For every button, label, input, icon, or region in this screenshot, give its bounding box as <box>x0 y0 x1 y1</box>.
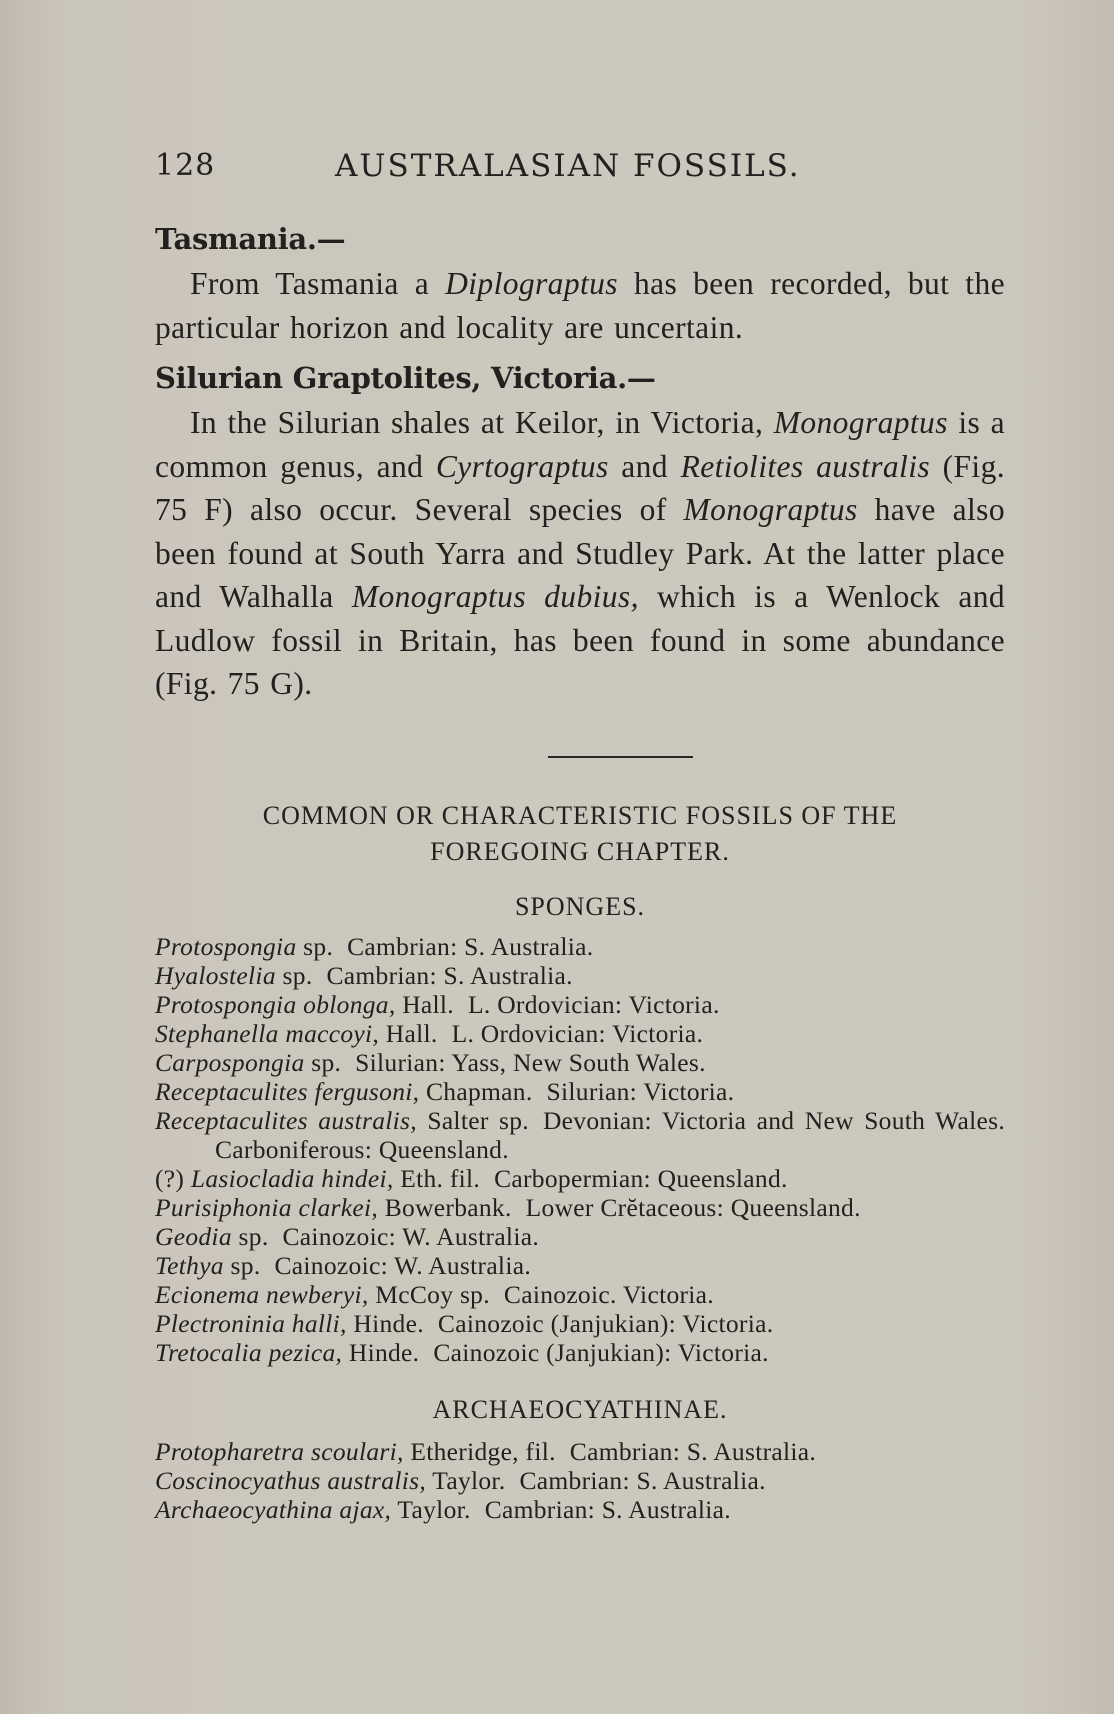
taxon-name: Cyrtograptus <box>435 448 609 484</box>
entry-prefix: (?) <box>155 1163 191 1193</box>
fossil-list <box>155 1437 1005 1524</box>
fossil-entry <box>155 1495 1005 1524</box>
book-page <box>155 140 1005 1524</box>
fossil-entry <box>155 1222 1005 1251</box>
species-name: Protopharetra scoulari, <box>155 1436 404 1466</box>
geologic-range: L. Ordovician: Victoria. <box>451 1018 704 1048</box>
fossil-entry <box>155 961 1005 990</box>
species-name: Receptaculites australis, <box>155 1105 417 1135</box>
species-author: McCoy sp. <box>368 1279 490 1309</box>
text-run: which is a Wenlock and Ludlow fossil in Britain, has been found in some abundance (Fig. 75 G). <box>155 579 1005 701</box>
geologic-range: Cambrian: S. Australia. <box>326 960 573 990</box>
fossil-entry <box>155 1193 1005 1222</box>
page-title: AUSTRALASIAN FOSSILS. <box>335 148 801 184</box>
species-author: Hinde. <box>342 1337 420 1367</box>
species-name: Hyalostelia <box>155 960 276 990</box>
species-author: Chapman. <box>419 1076 533 1106</box>
geologic-range: Cainozoic: W. Australia. <box>282 1221 539 1251</box>
fossil-entry <box>155 1338 1005 1367</box>
fossil-entry <box>155 990 1005 1019</box>
text-run: (Fig. 75 F) also occur. Several species of <box>155 448 1005 527</box>
species-name: Protospongia oblonga, <box>155 989 396 1019</box>
species-author: Salter sp. <box>416 1105 529 1135</box>
fossil-entry <box>155 1077 1005 1106</box>
text-run: From Tasmania a <box>190 266 446 301</box>
geologic-range: Cambrian: S. Australia. <box>484 1494 731 1524</box>
species-name: Receptaculites fergusoni, <box>155 1076 420 1106</box>
running-head <box>155 140 1005 190</box>
taxon-name: Retiolites australis <box>680 448 931 484</box>
species-name: Purisiphonia clarkei, <box>155 1192 379 1222</box>
fossil-entry <box>155 1280 1005 1309</box>
section-heading: Silurian Graptolites, Victoria.— <box>155 361 656 395</box>
species-author: sp. <box>231 1221 269 1251</box>
fossil-group-title: SPONGES. <box>514 891 646 921</box>
fossil-entry <box>155 1164 1005 1193</box>
species-author: Taylor. <box>391 1494 471 1524</box>
fossil-list-heading-line: FOREGOING CHAPTER. <box>430 836 730 866</box>
taxon-name: Monograptus <box>773 405 948 440</box>
fossil-entry <box>155 1019 1005 1048</box>
species-name: Plectroninia halli, <box>155 1308 347 1338</box>
species-name: Ecionema newberyi, <box>155 1279 369 1309</box>
species-author: sp. <box>296 931 334 961</box>
species-name: Archaeocyathina ajax, <box>155 1494 392 1524</box>
page-number: 128 <box>155 148 216 183</box>
text-run: In the Silurian shales at Keilor, in Victoria, <box>190 405 774 440</box>
species-author: Eth. fil. <box>393 1163 481 1193</box>
geologic-range: Cambrian: S. Australia. <box>347 931 594 961</box>
fossil-entry <box>155 1048 1005 1077</box>
species-name: Lasiocladia hindei, <box>190 1163 394 1193</box>
species-name: Coscinocyathus australis, <box>155 1465 427 1495</box>
section-silurian-graptolites <box>155 361 1005 706</box>
species-name: Geodia <box>155 1221 232 1251</box>
section-paragraph <box>155 401 1005 706</box>
species-name: Tethya <box>155 1250 224 1280</box>
geologic-range: Devonian: Victoria and New South Wales. Carboniferous: Queensland. <box>215 1105 1006 1164</box>
geologic-range: Silurian: Victoria. <box>546 1076 735 1106</box>
geologic-range: Carbopermian: Queensland. <box>494 1163 788 1193</box>
text-run: is a common genus, and <box>155 405 1005 484</box>
species-author: Bowerbank. <box>378 1192 512 1222</box>
taxon-name: Monograptus <box>683 492 858 527</box>
fossil-list-heading <box>155 798 1005 870</box>
species-author: sp. <box>304 1047 342 1077</box>
species-author: Hall. <box>395 989 454 1019</box>
fossil-entry <box>155 1437 1005 1466</box>
fossil-entry <box>155 932 1005 961</box>
species-author: Hinde. <box>346 1308 424 1338</box>
species-name: Stephanella maccoyi, <box>155 1018 380 1048</box>
fossil-group-title: ARCHAEOCYATHINAE. <box>432 1394 728 1424</box>
species-name: Carpospongia <box>155 1047 305 1077</box>
fossil-entry <box>155 1309 1005 1338</box>
species-name: Tretocalia pezica, <box>155 1337 343 1367</box>
species-author: sp. <box>275 960 313 990</box>
section-paragraph <box>155 262 1005 349</box>
text-run: and <box>608 448 681 484</box>
taxon-name: Diplograptus <box>445 266 618 301</box>
species-author: Taylor. <box>426 1465 506 1495</box>
text-run: has been recorded, but the particular horizon and locality are uncertain. <box>155 266 1005 345</box>
geologic-range: L. Ordovician: Victoria. <box>467 989 720 1019</box>
geologic-range: Cambrian: S. Australia. <box>569 1436 817 1466</box>
fossil-list-heading-line: COMMON OR CHARACTERISTIC FOSSILS OF THE <box>262 800 898 830</box>
geologic-range: Cainozoic. Victoria. <box>503 1279 714 1309</box>
fossil-entry <box>155 1466 1005 1495</box>
fossil-list <box>155 932 1005 1367</box>
geologic-range: Cainozoic: W. Australia. <box>274 1250 531 1280</box>
divider-rule <box>548 756 693 758</box>
fossil-entry <box>155 1251 1005 1280</box>
text-run: have also been found at South Yarra and Studley Park. At the latter place and Walhalla <box>155 492 1005 614</box>
geologic-range: Silurian: Yass, New South Wales. <box>355 1047 706 1077</box>
species-name: Protospongia <box>155 931 297 961</box>
geologic-range: Lower Crĕtaceous: Queensland. <box>525 1192 861 1222</box>
geologic-range: Cainozoic (Janjukian): Victoria. <box>437 1308 774 1338</box>
geologic-range: Cainozoic (Janjukian): Victoria. <box>433 1337 769 1367</box>
geologic-range: Cambrian: S. Australia. <box>519 1465 766 1495</box>
section-heading: Tasmania.— <box>155 222 346 256</box>
taxon-name: Monograptus dubius, <box>351 579 639 614</box>
species-author: Hall. <box>379 1018 438 1048</box>
species-author: sp. <box>223 1250 261 1280</box>
species-author: Etheridge, fil. <box>403 1436 556 1466</box>
section-tasmania <box>155 222 1005 349</box>
fossil-entry <box>155 1106 1005 1164</box>
fossil-groups <box>155 892 1005 1524</box>
